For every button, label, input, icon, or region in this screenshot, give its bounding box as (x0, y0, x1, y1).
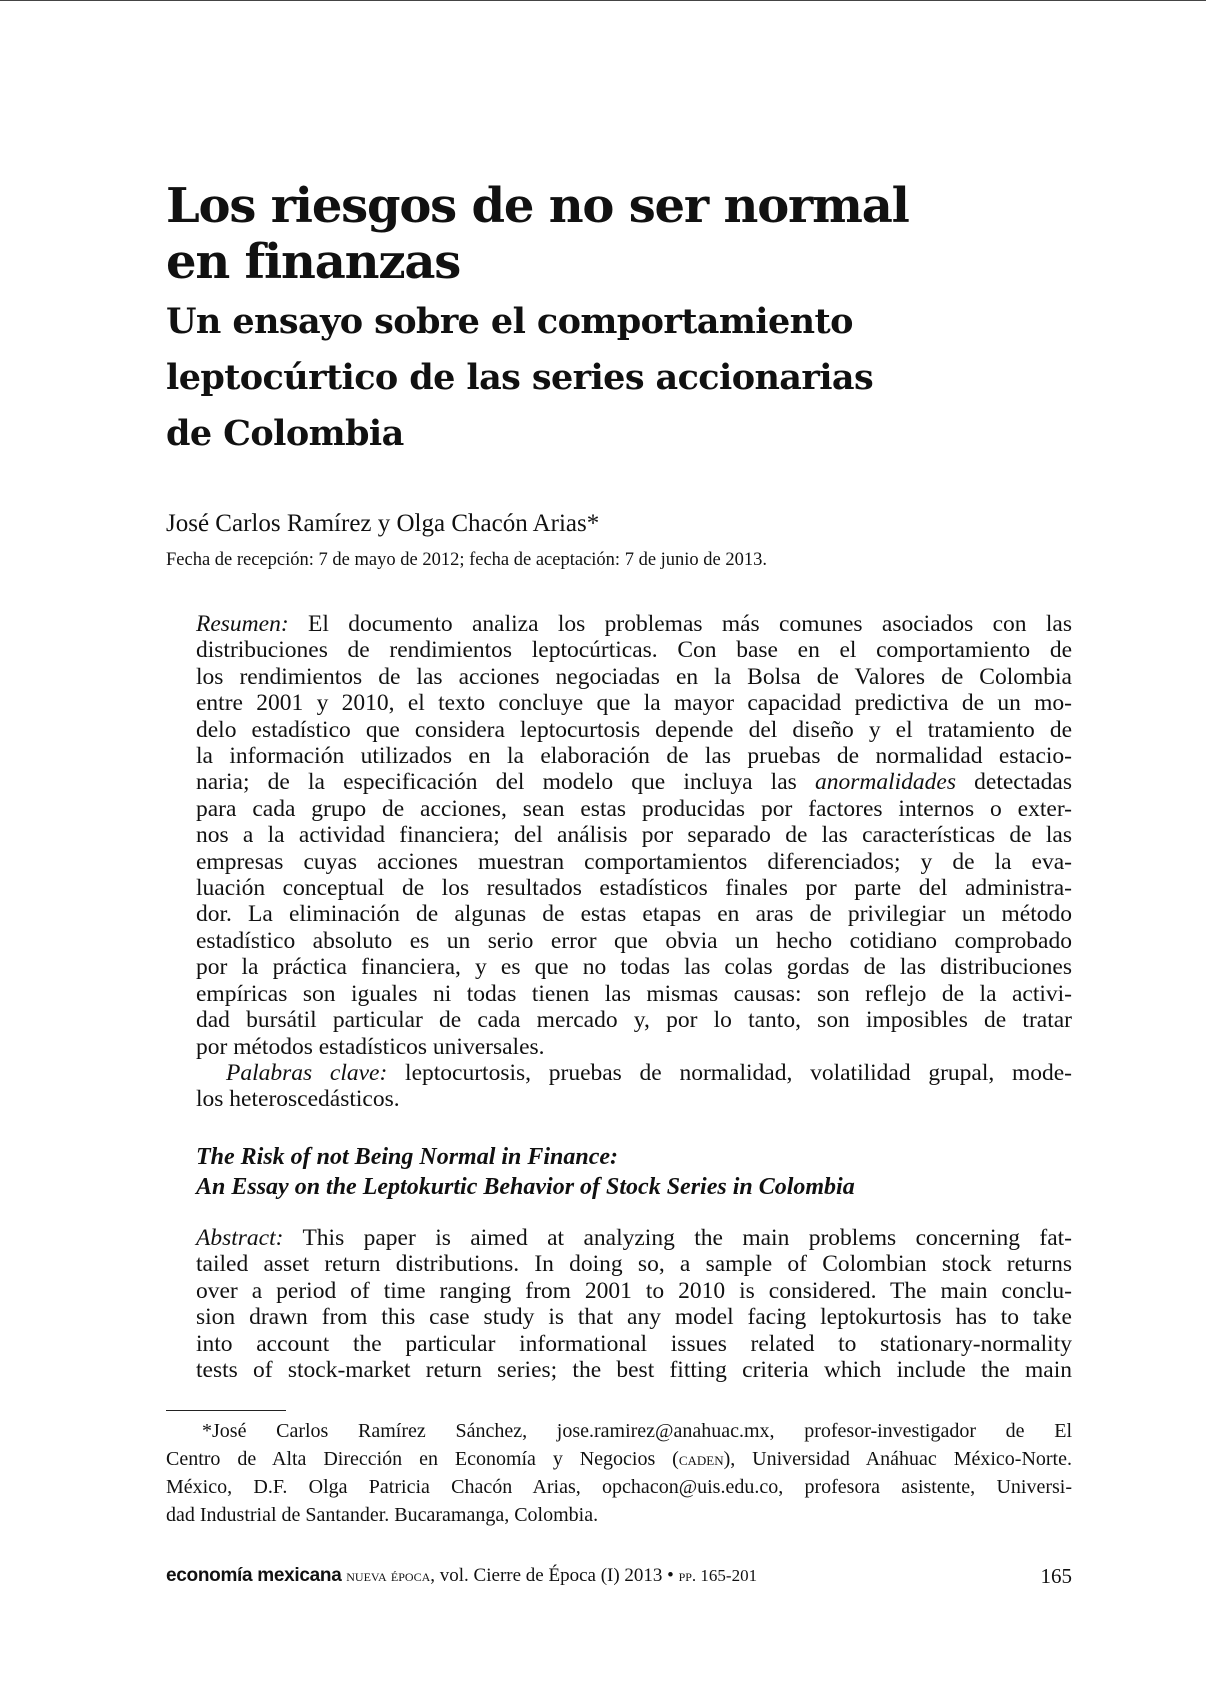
keywords-label: Palabras clave: (226, 1059, 388, 1086)
resumen-line: distribuciones de rendimientos leptocúrticas. Con base en el comportamiento de (196, 637, 1072, 664)
top-border-rule (0, 0, 1206, 1)
resumen-label: Resumen: (196, 611, 289, 637)
footnote-line: dad Industrial de Santander. Bucaramanga, Colombia. (166, 1504, 599, 1526)
footnote-text: ), Universidad Anáhuac México-Norte. (723, 1448, 1072, 1470)
abstract-line: over a period of time ranging from 2001 to 2010 is considered. The main conclu- (196, 1277, 1072, 1304)
abstract-label: Abstract: (196, 1225, 284, 1251)
keywords-paragraph (196, 1060, 1072, 1113)
resumen-line: por la práctica financiera, y es que no todas las colas gordas de las distribuciones (196, 954, 1072, 981)
abstract-line: sion drawn from this case study is that any model facing leptokurtosis has to take (196, 1304, 1072, 1331)
subtitle-line: de Colombia (166, 413, 404, 454)
resumen-line: empíricas son iguales ni todas tienen las mismas causas: son reflejo de la activi- (196, 980, 1072, 1007)
resumen-line (196, 769, 1072, 795)
journal-name: economía mexicana (166, 1565, 342, 1586)
resumen-text: naria; de la especificación del modelo que incluya las (196, 769, 815, 796)
abstract-line: tailed asset return distributions. In doing so, a sample of Colombian stock returns (196, 1251, 1072, 1278)
subtitle-line: leptocúrtico de las series accionarias (166, 357, 874, 398)
resumen-line (196, 611, 1072, 637)
title-block (166, 178, 1066, 462)
page-range: pp. 165-201 (678, 1566, 758, 1585)
keywords-line: los heteroscedásticos. (196, 1086, 400, 1113)
abstract-line (196, 1225, 1072, 1251)
keywords-text: leptocurtosis, pruebas de normalidad, volatilidad grupal, mode- (387, 1059, 1072, 1086)
keywords-line (196, 1060, 1072, 1086)
resumen-text: detectadas (955, 769, 1072, 796)
article-subtitle (166, 294, 1066, 462)
resumen-emphasis: anormalidades (814, 769, 956, 796)
english-title-line: An Essay on the Leptokurtic Behavior of Stock Series in Colombia (196, 1174, 855, 1200)
footnote-rule (166, 1410, 286, 1411)
english-title-line: The Risk of not Being Normal in Finance: (196, 1144, 619, 1170)
resumen-text: El documento analiza los problemas más comunes asociados con las (288, 611, 1072, 637)
footnote-text: Centro de Alta Dirección en Economía y Negocios ( (166, 1448, 679, 1470)
volume-info: , vol. Cierre de Época (I) 2013 • (430, 1565, 679, 1586)
resumen-line: los rendimientos de las acciones negociadas en la Bolsa de Valores de Colombia (196, 663, 1072, 690)
footnote-line (166, 1445, 1072, 1473)
reception-dates: Fecha de recepción: 7 de mayo de 2012; fecha de aceptación: 7 de junio de 2013. (166, 550, 768, 570)
english-title (196, 1142, 855, 1202)
resumen-line: por métodos estadísticos universales. (196, 1033, 545, 1060)
resumen-line: delo estadístico que considera leptocurtosis depende del diseño y el tratamiento de (196, 716, 1072, 743)
title-line: Los riesgos de no ser normal (166, 178, 909, 234)
nueva-epoca: nueva época (346, 1566, 431, 1585)
resumen-line: para cada grupo de acciones, sean estas producidas por factores internos o exter- (196, 795, 1072, 822)
article-title (166, 178, 1066, 290)
footnote-line: *José Carlos Ramírez Sánchez, jose.ramirez@anahuac.mx, profesor-investigador de El (202, 1420, 1072, 1442)
footnote (166, 1417, 1072, 1529)
resumen-line: luación conceptual de los resultados estadísticos finales por parte del administra- (196, 875, 1072, 902)
abstract-line: into account the particular informational issues related to stationary-normality (196, 1330, 1072, 1357)
abstract-section (196, 1225, 1072, 1383)
footnote-acronym: caden (678, 1449, 724, 1469)
resumen-line: nos a la actividad financiera; del análisis por separado de las características de las (196, 822, 1072, 849)
abstract-text: This paper is aimed at analyzing the main problems concerning fat- (283, 1225, 1072, 1251)
resumen-line: la información utilizados en la elaboración de las pruebas de normalidad estacio- (196, 743, 1072, 770)
resumen-paragraph (196, 611, 1072, 1060)
page-number: 165 (1040, 1564, 1072, 1588)
resumen-line: estadístico absoluto es un serio error que obvia un hecho cotidiano comprobado (196, 927, 1072, 954)
footnote-line: México, D.F. Olga Patricia Chacón Arias, opchacon@uis.edu.co, profesora asistente, Universi- (166, 1476, 1072, 1498)
subtitle-line: Un ensayo sobre el comportamiento (166, 301, 853, 342)
abstract-paragraph (196, 1225, 1072, 1383)
abstract-line: tests of stock-market return series; the best fitting criteria which include the main (196, 1357, 1072, 1384)
resumen-line: empresas cuyas acciones muestran comportamientos diferenciados; y de la eva- (196, 848, 1072, 875)
page-footer (166, 1563, 1072, 1589)
authors: José Carlos Ramírez y Olga Chacón Arias* (166, 510, 600, 537)
resumen-section (196, 611, 1072, 1113)
resumen-line: entre 2001 y 2010, el texto concluye que la mayor capacidad predictiva de un mo- (196, 690, 1072, 717)
resumen-line: dad bursátil particular de cada mercado y, por lo tanto, son imposibles de tratar (196, 1007, 1072, 1034)
resumen-line: dor. La eliminación de algunas de estas etapas en aras de privilegiar un método (196, 901, 1072, 928)
title-line: en finanzas (166, 234, 461, 290)
